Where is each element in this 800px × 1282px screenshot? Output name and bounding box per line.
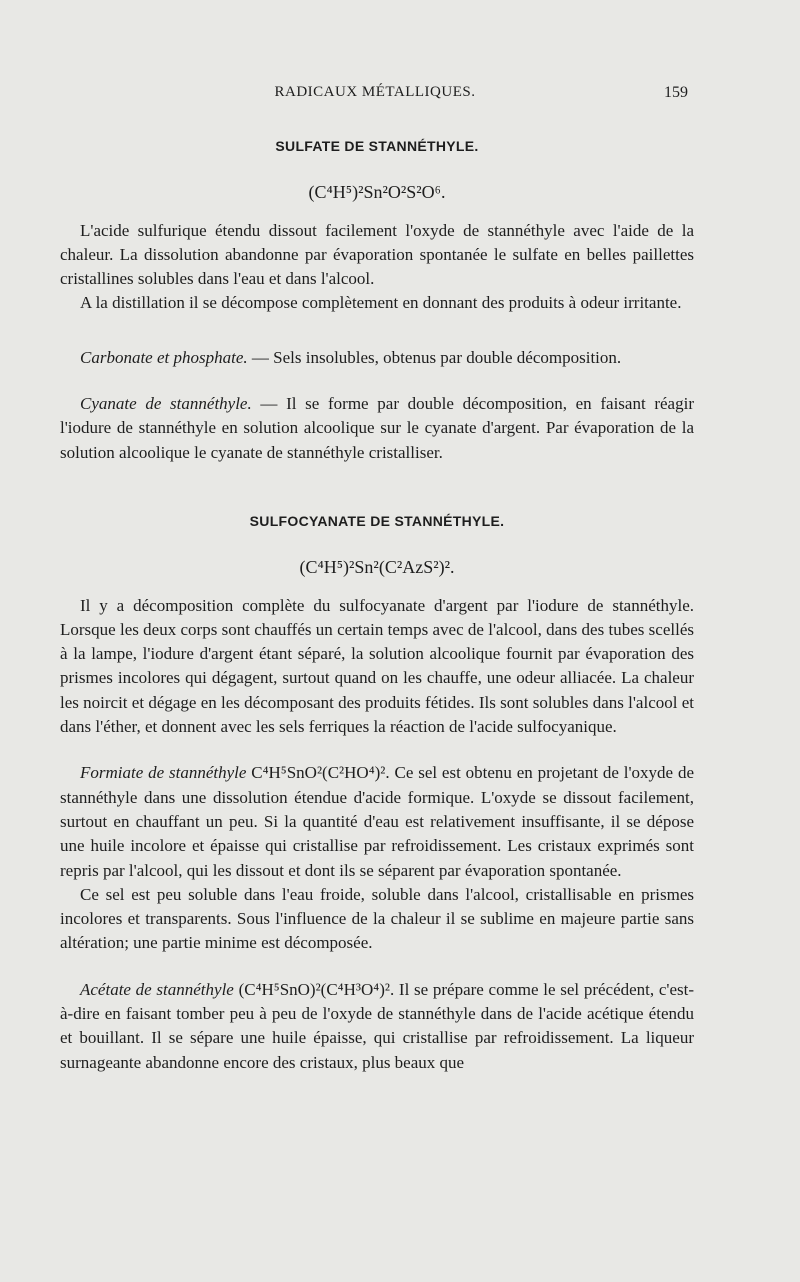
formula-sulfate: (C⁴H⁵)²Sn²O²S²O⁶.: [308, 182, 446, 203]
paragraph-sulfate-1: L'acide sulfurique étendu dissout facilement l'oxyde de stannéthyle avec l'aide de la chaleur. La dissolution abandonne par évaporation spontanée le sulfate en belles paillettes cristallines solubles dans l'eau et dans l'alcool.: [60, 220, 694, 289]
formula-sulfocyanate: (C⁴H⁵)²Sn²(C²AzS²)².: [299, 557, 455, 578]
paragraph-sulfate-2: A la distillation il se décompose complètement en donnant des produits à odeur irritante.: [80, 293, 682, 313]
paragraph-cyanate: [60, 392, 694, 465]
text-acetate: (C⁴H⁵SnO)²(C⁴H³O⁴)². Il se prépare comme le sel précédent, c'est-à-dire en faisant tomber peu à peu de l'oxyde de stannéthyle dans de l'acide acétique étendu et bouillant. Il se sépare une huile épaisse, qui cristallise par refroidissement. La liqueur surnageante abandonne encore des cristaux, plus beaux que: [60, 979, 695, 1072]
running-head: RADICAUX MÉTALLIQUES.: [274, 84, 476, 100]
paragraph-acetate: [60, 978, 694, 1075]
section-title-sulfate: SULFATE DE STANNÉTHYLE.: [275, 138, 479, 154]
heading-acetate: Acétate de stannéthyle: [80, 979, 234, 999]
page-number: 159: [664, 84, 688, 101]
heading-carbonate: Carbonate et phosphate.: [80, 347, 248, 367]
paragraph-formiate-2: Ce sel est peu soluble dans l'eau froide, soluble dans l'alcool, cristallisable en prismes incolores et transparents. Sous l'influence de la chaleur il se sublime en majeure partie sans altération; une partie minime est décomposée.: [60, 884, 694, 953]
page-body: [60, 120, 694, 1075]
section-title-sulfocyanate: SULFOCYANATE DE STANNÉTHYLE.: [249, 512, 505, 529]
paragraph-formiate-1: [60, 761, 694, 882]
heading-cyanate: Cyanate de stannéthyle.: [80, 394, 252, 414]
paragraph-carbonate: [60, 346, 694, 370]
paragraph-sulfocyanate: Il y a décomposition complète du sulfocyanate d'argent par l'iodure de stannéthyle. Lorsque les deux corps sont chauffés un certain temps avec de l'alcool, dans des tubes scellés à la lampe, l'iodure d'argent étant séparé, la solution alcoolique fournit par évaporation des prismes incolores qui dégagent, surtout quand on les chauffe, une odeur alliacée. La chaleur les noircit et dégage en les décomposant des produits fétides. Ils sont solubles dans l'alcool et dans l'éther, et donnent avec les sels ferriques la réaction de l'acide sulfocyanique.: [60, 595, 694, 737]
heading-formiate: Formiate de stannéthyle: [80, 763, 247, 783]
page-header: [62, 84, 688, 108]
text-cyanate: — Il se forme par double décomposition, en faisant réagir l'iodure de stannéthyle en solution alcoolique sur le cyanate d'argent. Par évaporation de la solution alcoolique le cyanate de stannéthyle cristalliser.: [60, 394, 694, 462]
text-carbonate: — Sels insolubles, obtenus par double décomposition.: [247, 347, 622, 367]
text-formiate: C⁴H⁵SnO²(C²HO⁴)². Ce sel est obtenu en projetant de l'oxyde de stannéthyle dans une dissolution étendue d'acide formique. L'oxyde se dissout facilement, surtout en chauffant un peu. Si la quantité d'eau est relativement insuffisante, il se dépose une huile incolore et épaisse qui cristallise par refroidissement. Les cristaux exprimés sont repris par l'alcool, qui les dissout et dont ils se séparent par évaporation spontanée.: [60, 763, 694, 880]
